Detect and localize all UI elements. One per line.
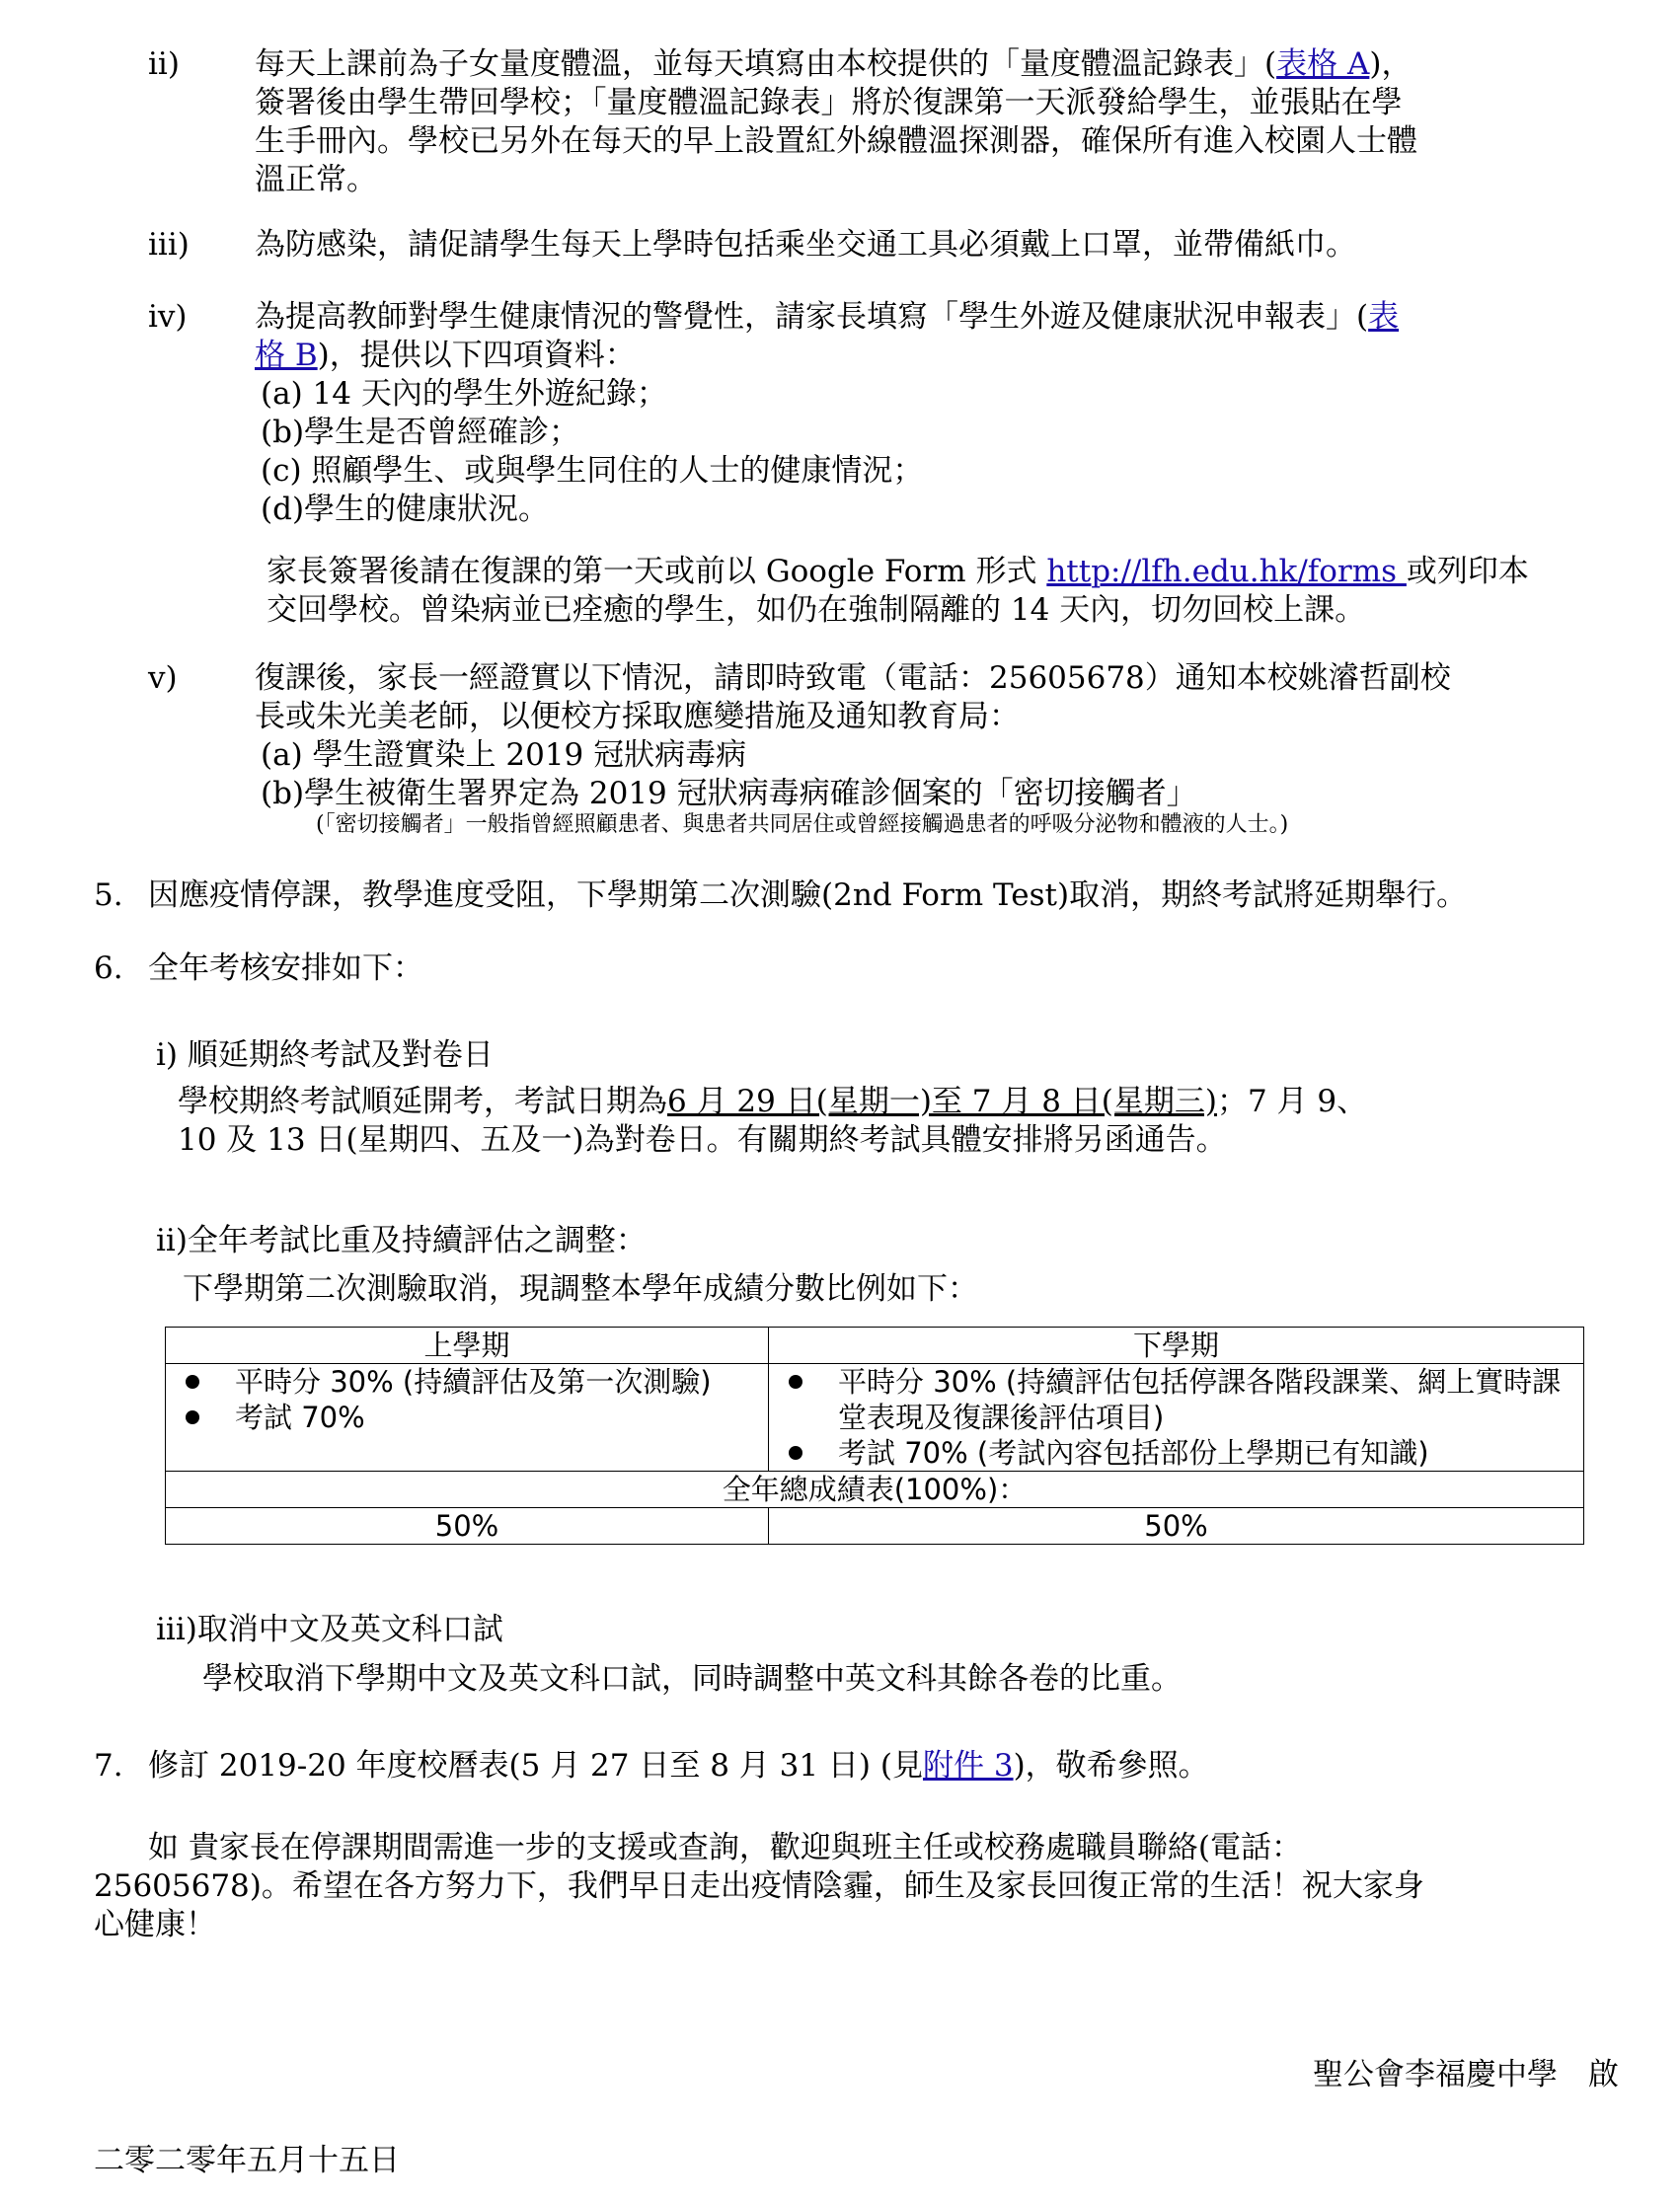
item5-text: 因應疫情停課，教學進度受阻，下學期第二次測驗(2nd Form Test)取消，期終考試將延期舉行。 [148, 877, 1468, 913]
exam-dates: 6 月 29 日(星期一)至 7 月 8 日(星期三) [667, 1084, 1217, 1119]
item6-sub-i-line2: 10 及 13 日(星期四、五及一)為對卷日。有關期終考試具體安排將另函通告。 [178, 1122, 1227, 1158]
form-b-link-part1[interactable]: 表 [1368, 299, 1400, 335]
closing-line2: 25605678)。希望在各方努力下，我們早日走出疫情陰霾，師生及家長回復正常的生活！祝大家身 [94, 1868, 1424, 1904]
section-v-line1: 復課後，家長一經證實以下情況，請即時致電（電話：25605678）通知本校姚濬哲副校 [255, 660, 1451, 696]
list-item: (b)學生是否曾經確診； [261, 415, 580, 450]
second-term-exam: 考試 70% (考試內容包括部份上學期已有知識) [838, 1436, 1429, 1470]
section-v-number: v) [148, 660, 178, 696]
first-term-exam: 考試 70% [235, 1401, 365, 1434]
section-ii-line1: 每天上課前為子女量度體溫，並每天填寫由本校提供的「量度體溫記錄表」( [255, 46, 1277, 82]
section-v-text [255, 659, 1617, 813]
bullet-icon [186, 1410, 199, 1424]
section-iv-number: iv) [148, 299, 188, 335]
section-v-line2: 長或朱光美老師，以便校方採取應變措施及通知教育局： [255, 699, 1020, 734]
form-b-link-part2[interactable]: 格 B [255, 338, 318, 373]
list-item: (c) 照顧學生、或與學生同住的人士的健康情況； [261, 453, 924, 489]
attachment-3-link[interactable]: 附件 3 [922, 1748, 1014, 1784]
section-iv-para-line2: 交回學校。曾染病並已痊癒的學生，如仍在強制隔離的 14 天內，切勿回校上課。 [267, 592, 1366, 628]
section-iv-line2: )，提供以下四項資料： [317, 338, 636, 373]
item6-sub-ii-title: ii)全年考試比重及持續評估之調整： [156, 1223, 647, 1258]
score-weighting-table [165, 1327, 1584, 1545]
section-v-item-b: (b)學生被衛生署界定為 2019 冠狀病毒病確診個案的「密切接觸者」 [261, 776, 1197, 811]
list-item: (d)學生的健康狀況。 [261, 492, 550, 527]
first-term-percent: 50% [166, 1508, 769, 1545]
section-ii-line1-end: )， [1369, 46, 1413, 82]
bullet-icon [789, 1375, 802, 1389]
item6-sub-i-title: i) 順延期終考試及對卷日 [156, 1037, 494, 1073]
header-second-term: 下學期 [769, 1328, 1584, 1364]
second-term-cell [769, 1364, 1584, 1472]
section-ii-number: ii) [148, 46, 180, 82]
second-term-percent: 50% [769, 1508, 1584, 1545]
item6-sub-iii-text: 學校取消下學期中文及英文科口試，同時調整中英文科其餘各卷的比重。 [202, 1661, 1182, 1697]
section-iv-paragraph [267, 553, 1619, 630]
section-iv-line1: 為提高教師對學生健康情況的警覺性，請家長填寫「學生外遊及健康狀況申報表」( [255, 299, 1369, 335]
google-form-link[interactable]: http://lfh.edu.hk/forms [1046, 554, 1407, 589]
item6-sub-i-text [178, 1083, 1560, 1160]
item7-text-a: 修訂 2019-20 年度校曆表(5 月 27 日至 8 月 31 日) (見 [148, 1748, 923, 1784]
section-iv-para-a: 家長簽署後請在復課的第一天或前以 Google Form 形式 [267, 554, 1047, 589]
item6-sub-iii-title: iii)取消中文及英文科口試 [156, 1612, 503, 1647]
form-a-link[interactable]: 表格 A [1276, 46, 1370, 82]
section-ii-line3: 生手冊內。學校已另外在每天的早上設置紅外線體溫探測器，確保所有進入校園人士體 [255, 123, 1417, 159]
item7-text [148, 1747, 1209, 1786]
section-iv-text [255, 298, 1617, 529]
section-ii-line4: 溫正常。 [255, 162, 377, 197]
bullet-icon [186, 1375, 199, 1389]
total-score-label: 全年總成績表(100%)： [166, 1472, 1584, 1508]
first-term-cell [166, 1364, 769, 1472]
item6-sub-i-line1a: 學校期終考試順延開考，考試日期為 [178, 1084, 667, 1119]
section-ii-text [255, 45, 1617, 199]
item6-text: 全年考核安排如下： [148, 950, 423, 986]
closing-line3: 心健康！ [94, 1907, 216, 1942]
header-first-term: 上學期 [166, 1328, 769, 1364]
item6-sub-i-line1b: ；7 月 9、 [1216, 1084, 1368, 1119]
section-iv-para-b: 或列印本 [1406, 554, 1529, 589]
item7-number: 7. [94, 1748, 123, 1784]
item5-number: 5. [94, 877, 123, 913]
section-iii-text: 為防感染，請促請學生每天上學時包括乘坐交通工具必須戴上口罩，並帶備紙巾。 [255, 227, 1356, 263]
bullet-icon [789, 1446, 802, 1460]
item6-sub-ii-text: 下學期第二次測驗取消，現調整本學年成績分數比例如下： [183, 1271, 978, 1307]
section-iii-number: iii) [148, 227, 190, 263]
second-term-coursework: 平時分 30% (持續評估包括停課各階段課業、網上實時課堂表現及復課後評估項目) [838, 1365, 1562, 1434]
letter-date: 二零二零年五月十五日 [94, 2143, 400, 2178]
section-v-item-a: (a) 學生證實染上 2019 冠狀病毒病 [261, 737, 747, 773]
list-item: (a) 14 天內的學生外遊紀錄； [261, 376, 667, 412]
item6-number: 6. [94, 950, 123, 986]
closing-paragraph [94, 1829, 1624, 1944]
closing-line1: 如 貴家長在停課期間需進一步的支援或查詢，歡迎與班主任或校務處職員聯絡(電話： [148, 1830, 1302, 1865]
first-term-coursework: 平時分 30% (持續評估及第一次測驗) [235, 1365, 712, 1399]
section-ii-line2: 簽署後由學生帶回學校；「量度體溫記錄表」將於復課第一天派發給學生，並張貼在學 [255, 85, 1403, 120]
item7-text-b: )，敬希參照。 [1013, 1748, 1209, 1784]
close-contact-note: (「密切接觸者」一般指曾經照顧患者、與患者共同居住或曾經接觸過患者的呼吸分泌物和體液的人士。) [316, 812, 1289, 837]
school-signature: 聖公會李福慶中學 啟 [1313, 2057, 1619, 2092]
